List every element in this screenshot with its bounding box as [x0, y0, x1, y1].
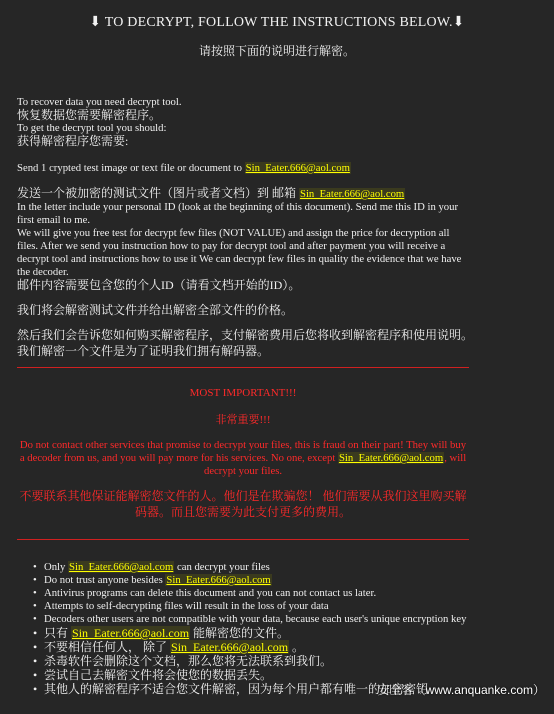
- send-file-instruction-cn: [17, 187, 467, 201]
- free-test-text: We will give you free test for decrypt few files (NOT VALUE) and assign the price for decryption all files. After we send you instruction how to pay for decrypt tool and after payment you will receive a decrypt tool and instructions how to use it We can decrypt few files in quality the evidence that we have the decoder.: [17, 227, 462, 278]
- warning-text-end: , will decrypt your files.: [203, 452, 467, 477]
- intro-text: [17, 96, 467, 148]
- section-divider-bottom: [17, 539, 469, 540]
- bullet-email-link-2[interactable]: Sin_Eater.666@aol.com: [166, 574, 271, 586]
- bullet-cn-self-decrypt: • 尝试自己去解密文件将会使您的数据丢失。: [44, 668, 554, 682]
- section-divider-top: [17, 367, 469, 368]
- cn-personal-id-text: 邮件内容需要包含您的个人ID（请看文档开始的ID）。: [17, 278, 301, 292]
- important-warning-cn: 不要联系其他保证能解密您文件的人。他们是在欺骗您！ 他们需要从我们这里购买解码器。而且您需要为此支付更多的费用。: [19, 489, 467, 519]
- bullet-self-decrypt: • Attempts to self-decrypting files will result in the loss of your data: [44, 600, 554, 613]
- bullet-other-decoders: • Decoders other users are not compatible with your data, because each user's unique encryption key: [44, 613, 554, 626]
- chinese-instructions: [17, 277, 479, 359]
- cn-payment-text: 然后我们会告诉您如何购买解密程序，支付解密费用后您将收到解密程序和使用说明。 我们解密一个文件是为了证明我们拥有解码器。: [17, 328, 474, 358]
- bullet-cn-other-decoders: • 其他人的解密程序不适合您文件解密，因为每个用户都有唯一的加密密钥: [44, 682, 554, 696]
- bullet-cn-do-not-trust: • 不要相信任何人， 除了 Sin_Eater.666@aol.com 。: [44, 640, 554, 654]
- instruction-bullets: [17, 561, 554, 696]
- bullet-cn-only-email: • 只有 Sin_Eater.666@aol.com 能解密您的文件。: [44, 626, 554, 640]
- bullet-cn-antivirus: • 杀毒软件会删除这个文档，那么您将无法联系到我们。: [44, 654, 554, 668]
- bullet-do-not-trust: • Do not trust anyone besides Sin_Eater.666@aol.com: [44, 574, 554, 587]
- intro-line-1-en: To recover data you need decrypt tool.: [17, 96, 182, 108]
- important-warning: [17, 387, 469, 520]
- bullet-email-link-1[interactable]: Sin_Eater.666@aol.com: [69, 561, 174, 573]
- warning-email-link[interactable]: Sin_Eater.666@aol.com: [338, 452, 444, 464]
- bullet-only-email: • Only Sin_Eater.666@aol.com can decrypt your files: [44, 561, 554, 574]
- bullet-email-link-4[interactable]: Sin_Eater.666@aol.com: [171, 640, 289, 654]
- send-file-instruction: [17, 162, 467, 175]
- header-title-cn: 请按照下面的说明进行解密。: [198, 44, 355, 58]
- warning-text-start: Do not contact other services that promise to decrypt your files, this is fraud on their part! They will buy a decoder from us, and you will pay more for his services. No one, except: [19, 439, 467, 464]
- send-instruction-text-cn: 发送一个被加密的测试文件（图片或者文档）到 邮箱: [17, 186, 300, 200]
- important-warning-en: [17, 439, 469, 478]
- important-title-cn: 非常重要!!!: [215, 414, 271, 426]
- intro-line-2-en: To get the decrypt tool you should:: [17, 122, 167, 134]
- send-instruction-text: Send 1 crypted test image or text file or document to: [17, 162, 245, 174]
- important-title-en: MOST IMPORTANT!!!: [189, 387, 297, 399]
- bullet-antivirus: • Antivirus programs can delete this document and you can not contact us later.: [44, 587, 554, 600]
- instruction-header: [0, 14, 554, 59]
- send-email-link[interactable]: Sin_Eater.666@aol.com: [245, 162, 350, 174]
- header-title-en: ⬇ TO DECRYPT, FOLLOW THE INSTRUCTIONS BELOW.⬇: [89, 15, 465, 30]
- bullet-email-link-3[interactable]: Sin_Eater.666@aol.com: [72, 626, 190, 640]
- personal-id-instruction: [17, 201, 473, 279]
- cn-test-text: 我们将会解密测试文件并给出解密全部文件的价格。: [17, 303, 294, 317]
- personal-id-text: In the letter include your personal ID (look at the beginning of this document). Send me this ID in your first email to me.: [17, 201, 459, 226]
- intro-line-2-cn: 获得解密程序您需要:: [17, 134, 129, 148]
- send-email-link-cn[interactable]: Sin_Eater.666@aol.com: [300, 188, 405, 200]
- intro-line-1-cn: 恢复数据您需要解密程序。: [17, 108, 162, 122]
- site-watermark: 安全客（www.anquanke.com）: [377, 683, 545, 697]
